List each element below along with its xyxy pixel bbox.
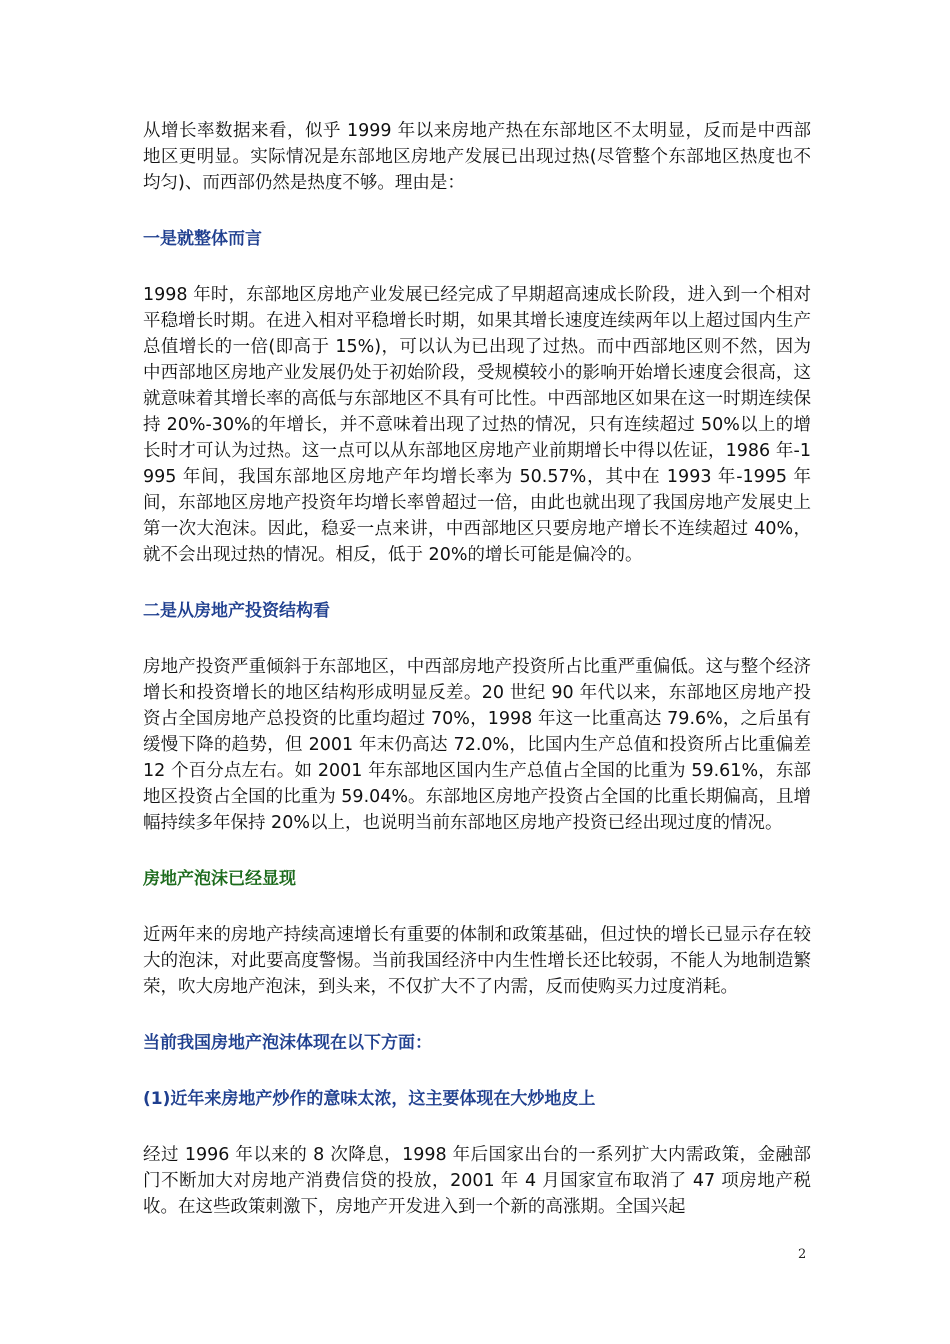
heading-bubble-aspects: 当前我国房地产泡沫体现在以下方面：	[143, 1033, 432, 1053]
document-body	[143, 118, 811, 1250]
paragraph-intro: 从增长率数据来看，似乎 1999 年以来房地产热在东部地区不太明显，反而是中西部地区更明显。实际情况是东部地区房地产发展已出现过热(尽管整个东部地区热度也不均匀)、而西部仍然是热度不够。理由是：	[143, 121, 811, 193]
paragraph-speculation: 经过 1996 年以来的 8 次降息，1998 年后国家出台的一系列扩大内需政策，金融部门不断加大对房地产消费信贷的投放，2001 年 4 月国家宣布取消了 47 项房地产税收。在这些政策刺激下，房地产开发进入到一个新的高涨期。全国兴起	[143, 1145, 811, 1217]
heading-speculation: (1)近年来房地产炒作的意味太浓，这主要体现在大炒地皮上	[143, 1089, 596, 1109]
page-number: 2	[798, 1247, 807, 1262]
heading-overall: 一是就整体而言	[143, 229, 262, 249]
paragraph-bubble-appeared: 近两年来的房地产持续高速增长有重要的体制和政策基础，但过快的增长已显示存在较大的泡沫，对此要高度警惕。当前我国经济中内生性增长还比较弱，不能人为地制造繁荣，吹大房地产泡沫，到头来，不仅扩大不了内需，反而使购买力过度消耗。	[143, 925, 811, 997]
heading-investment-structure: 二是从房地产投资结构看	[143, 601, 330, 621]
paragraph-investment-structure: 房地产投资严重倾斜于东部地区，中西部房地产投资所占比重严重偏低。这与整个经济增长和投资增长的地区结构形成明显反差。20 世纪 90 年代以来，东部地区房地产投资占全国房地产总投资的比重均超过 70%，1998 年这一比重高达 79.6%，之后虽有缓慢下降的趋势，但 2001 年末仍高达 72.0%，比国内生产总值和投资所占比重偏差 12 个百分点左右。如 2001 年东部地区国内生产总值占全国的比重为 59.61%，东部地区投资占全国的比重为 59.04%。东部地区房地产投资占全国的比重长期偏高，且增幅持续多年保持 20%以上，也说明当前东部地区房地产投资已经出现过度的情况。	[143, 657, 811, 833]
heading-bubble-appeared: 房地产泡沫已经显现	[143, 869, 296, 889]
paragraph-overall: 1998 年时，东部地区房地产业发展已经完成了早期超高速成长阶段，进入到一个相对平稳增长时期。在进入相对平稳增长时期，如果其增长速度连续两年以上超过国内生产总值增长的一倍(即高于 15%)，可以认为已出现了过热。而中西部地区则不然，因为中西部地区房地产业发展仍处于初始阶段，受规模较小的影响开始增长速度会很高，这就意味着其增长率的高低与东部地区不具有可比性。中西部地区如果在这一时期连续保持 20%-30%的年增长，并不意味着出现了过热的情况，只有连续超过 50%以上的增长时才可认为过热。这一点可以从东部地区房地产业前期增长中得以佐证，1986 年-1995 年间，我国东部地区房地产年均增长率为 50.57%，其中在 1993 年-1995 年间，东部地区房地产投资年均增长率曾超过一倍，由此也就出现了我国房地产发展史上第一次大泡沫。因此，稳妥一点来讲，中西部地区只要房地产增长不连续超过 40%，就不会出现过热的情况。相反，低于 20%的增长可能是偏冷的。	[143, 285, 811, 565]
